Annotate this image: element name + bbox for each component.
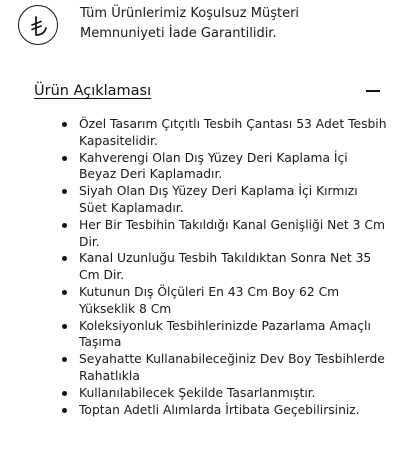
list-item: Her Bir Tesbihin Takıldığı Kanal Genişliği Net 3 Cm Dir.: [62, 217, 388, 251]
guarantee-line: Memnuniyeti İade Garantilidir.: [80, 26, 277, 41]
guarantee-banner: [18, 2, 408, 52]
description-list: [62, 116, 388, 418]
list-item: Seyahatte Kullanabileceğiniz Dev Boy Tesbihlerde Rahatlıkla: [62, 351, 388, 385]
turkish-lira-icon: [18, 5, 58, 45]
list-item: Kahverengi Olan Dış Yüzey Deri Kaplama İçi Beyaz Deri Kaplamadır.: [62, 150, 388, 184]
product-description-header[interactable]: [34, 78, 382, 106]
guarantee-text: [80, 4, 380, 44]
minus-icon[interactable]: [364, 82, 382, 100]
list-item: Kanal Uzunluğu Tesbih Takıldıktan Sonra Net 35 Cm Dir.: [62, 250, 388, 284]
list-item: Koleksiyonluk Tesbihlerinizde Pazarlama Amaçlı Taşıma: [62, 318, 388, 352]
product-description-title[interactable]: Ürün Açıklaması: [34, 83, 152, 99]
list-item: Kutunun Dış Ölçüleri En 43 Cm Boy 62 Cm Yükseklik 8 Cm: [62, 284, 388, 318]
product-description-section: [34, 78, 387, 417]
list-item: Siyah Olan Dış Yüzey Deri Kaplama İçi Kırmızı Süet Kaplamadır.: [62, 183, 388, 217]
list-item: Özel Tasarım Çıtçıtlı Tesbih Çantası 53 Adet Tesbih Kapasitelidir.: [62, 116, 388, 150]
list-item: Toptan Adetli Alımlarda İrtibata Geçebilirsiniz.: [62, 402, 388, 419]
guarantee-line: Tüm Ürünlerimiz Koşulsuz Müşteri: [80, 6, 300, 21]
list-item: Kullanılabilecek Şekilde Tasarlanmıştır.: [62, 385, 388, 402]
